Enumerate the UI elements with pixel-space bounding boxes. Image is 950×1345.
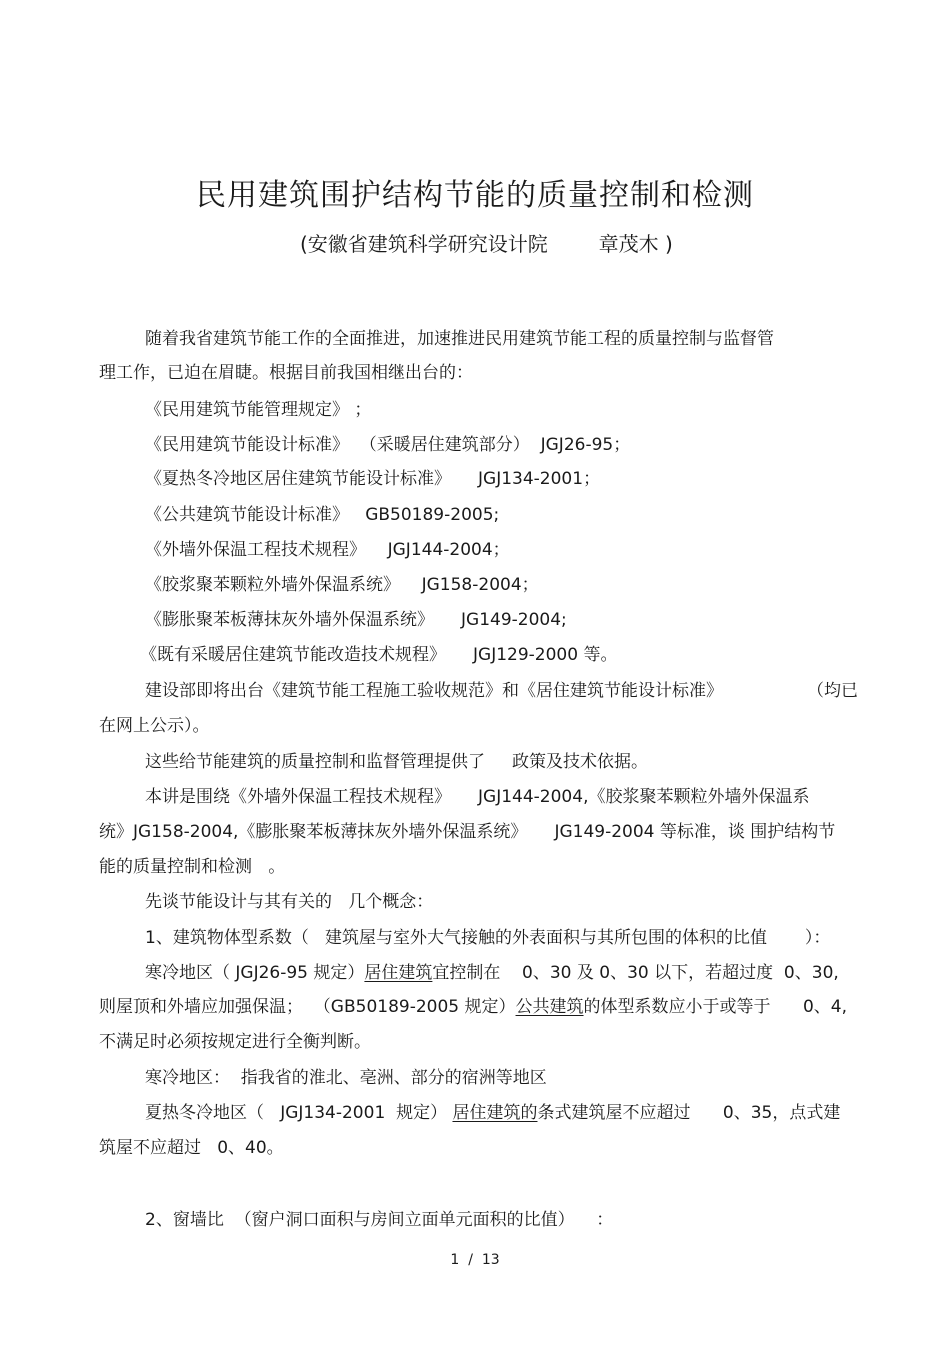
text-segment: 寒冷地区（ JGJ26-95 规定） — [145, 963, 365, 983]
total-pages: 13 — [481, 1252, 500, 1268]
paragraph-xiantan: 先谈节能设计与其有关的 几个概念： — [145, 892, 434, 912]
standard-item: 《夏热冬冷地区居住建筑节能设计标准》 JGJ134-2001； — [145, 469, 601, 489]
paragraph-benjiang-line-2: 统》JG158-2004,《膨胀聚苯板薄抹灰外墙外保温系统》 JG149-2004 等标准，谈 围护结构节 — [99, 822, 836, 842]
standard-item: 《膨胀聚苯板薄抹灰外墙外保温系统》 JG149-2004; — [145, 610, 567, 630]
document-title: 民用建筑围护结构节能的质量控制和检测 — [196, 178, 754, 213]
underlined-term: 居住建筑的 — [452, 1103, 538, 1123]
paragraph-hanleng-line-3: 不满足时必须按规定进行全衡判断。 — [99, 1032, 371, 1052]
standard-item: 《外墙外保温工程技术规程》 JGJ144-2004； — [145, 540, 510, 560]
paragraph-jianshebu-line-1: 建设部即将出台《建筑节能工程施工验收规范》和《居住建筑节能设计标准》 — [145, 681, 723, 701]
paragraph-benjiang-line-3: 能的质量控制和检测 。 — [99, 857, 286, 877]
concept-1-heading: 1、建筑物体型系数（ 建筑屋与室外大气接触的外表面积与其所包围的体积的比值 ）： — [145, 928, 831, 948]
standard-item: 《胶浆聚苯颗粒外墙外保温系统》 JG158-2004； — [145, 575, 539, 595]
paragraph-jianshebu-tail: （均已 — [807, 681, 858, 701]
page-separator: / — [468, 1252, 473, 1268]
standard-item: 《公共建筑节能设计标准》 GB50189-2005; — [145, 505, 500, 525]
underlined-term: 居住建筑 — [364, 963, 433, 983]
paragraph-jianshebu-line-2: 在网上公示）。 — [99, 716, 210, 736]
text-segment: 宜控制在 0、30 及 0、30 以下，若超过度 0、30, — [432, 963, 839, 983]
standard-item: 《民用建筑节能设计标准》 （采暖居住建筑部分） JGJ26-95； — [145, 435, 631, 455]
paragraph-zhexie: 这些给节能建筑的质量控制和监督管理提供了 政策及技术依据。 — [145, 752, 649, 772]
standard-item: 《民用建筑节能管理规定》 ； — [145, 400, 372, 420]
concept-2-heading: 2、窗墙比 （窗户洞口面积与房间立面单元面积的比值） ： — [145, 1210, 614, 1230]
paragraph-benjiang-line-1: 本讲是围绕《外墙外保温工程技术规程》 JGJ144-2004,《胶浆聚苯颗粒外墙外保温系 — [145, 787, 810, 807]
standard-item-last: 《既有采暖居住建筑节能改造技术规程》 JGJ129-2000 等。 — [140, 645, 618, 665]
underlined-term: 公共建筑 — [515, 997, 584, 1017]
paragraph-hanleng-line-1 — [145, 961, 839, 985]
paragraph-hanleng-area: 寒冷地区： 指我省的淮北、亳洲、部分的宿洲等地区 — [145, 1068, 547, 1088]
text-segment: 条式建筑屋不应超过 0、35，点式建 — [537, 1103, 841, 1123]
current-page: 1 — [450, 1252, 460, 1268]
text-segment: 则屋顶和外墙应加强保温； （GB50189-2005 规定） — [99, 997, 516, 1017]
paragraph-xiare-line-2: 筑屋不应超过 0、40。 — [99, 1138, 284, 1158]
paragraph-hanleng-line-2 — [99, 995, 847, 1019]
paragraph-xiare-line-1 — [145, 1101, 840, 1125]
page-number — [0, 1252, 950, 1268]
text-segment: 夏热冬冷地区（ JGJ134-2001 规定） — [145, 1103, 453, 1123]
intro-line-2: 理工作，已迫在眉睫。根据目前我国相继出台的： — [99, 363, 473, 383]
author-affiliation: (安徽省建筑科学研究设计院 章茂木 ) — [300, 232, 673, 256]
text-segment: 的体型系数应小于或等于 0、4, — [583, 997, 847, 1017]
intro-line-1: 随着我省建筑节能工作的全面推进，加速推进民用建筑节能工程的质量控制与监督管 — [145, 329, 774, 349]
